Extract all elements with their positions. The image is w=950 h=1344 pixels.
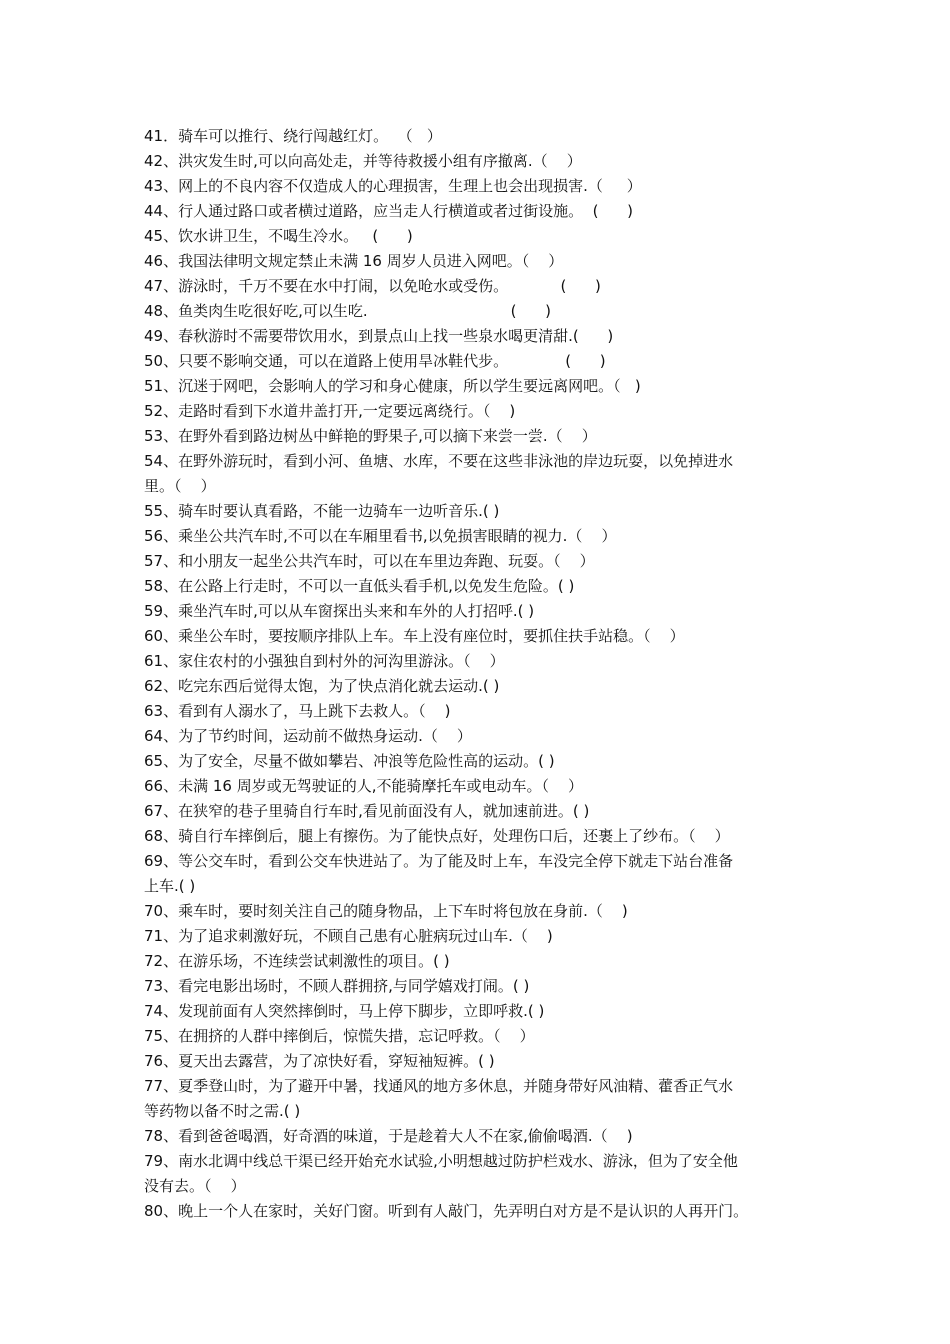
question-line: 43、网上的不良内容不仅造成人的心理损害，生理上也会出现损害.（ ）	[144, 177, 642, 195]
question-line: 51、沉迷于网吧，会影响人的学习和身心健康，所以学生要远离网吧。（ )	[144, 377, 641, 395]
question-line: 61、家住农村的小强独自到村外的河沟里游泳。（ ）	[144, 652, 505, 670]
question-line: 63、看到有人溺水了，马上跳下去救人。（ )	[144, 702, 451, 720]
question-list	[144, 124, 824, 1224]
question-line-continuation: 里。（ ）	[144, 477, 216, 495]
question-line: 60、乘坐公车时，要按顺序排队上车。车上没有座位时，要抓住扶手站稳。（ ）	[144, 627, 685, 645]
question-line-continuation: 上车.( )	[144, 877, 196, 895]
question-line: 69、等公交车时，看到公交车快进站了。为了能及时上车，车没完全停下就走下站台准备	[144, 852, 734, 870]
question-line: 74、发现前面有人突然摔倒时，马上停下脚步，立即呼救.( )	[144, 1002, 545, 1020]
question-line-continuation: 等药物以备不时之需.( )	[144, 1102, 301, 1120]
question-line-continuation: 没有去。（ ）	[144, 1177, 246, 1195]
question-line: 45、饮水讲卫生，不喝生冷水。 ( )	[144, 227, 413, 245]
question-line: 72、在游乐场，不连续尝试刺激性的项目。( )	[144, 952, 450, 970]
question-line: 48、鱼类肉生吃很好吃,可以生吃. ( )	[144, 302, 551, 320]
question-line: 66、未满 16 周岁或无驾驶证的人,不能骑摩托车或电动车。（ ）	[144, 777, 584, 795]
question-line: 77、夏季登山时，为了避开中暑，找通风的地方多休息，并随身带好风油精、藿香正气水	[144, 1077, 734, 1095]
question-line: 53、在野外看到路边树丛中鲜艳的野果子,可以摘下来尝一尝.（ ）	[144, 427, 597, 445]
question-line: 75、在拥挤的人群中摔倒后，惊慌失措，忘记呼救。（ ）	[144, 1027, 535, 1045]
question-line: 58、在公路上行走时，不可以一直低头看手机,以免发生危险。( )	[144, 577, 575, 595]
question-line: 50、只要不影响交通，可以在道路上使用旱冰鞋代步。 ( )	[144, 352, 606, 370]
question-line: 62、吃完东西后觉得太饱，为了快点消化就去运动.( )	[144, 677, 500, 695]
question-line: 46、我国法律明文规定禁止未满 16 周岁人员进入网吧。（ ）	[144, 252, 564, 270]
question-line: 68、骑自行车摔倒后，腿上有擦伤。为了能快点好，处理伤口后，还裹上了纱布。（ ）	[144, 827, 730, 845]
question-line: 79、南水北调中线总干渠已经开始充水试验,小明想越过防护栏戏水、游泳，但为了安全他	[144, 1152, 738, 1170]
question-line: 59、乘坐汽车时,可以从车窗探出头来和车外的人打招呼.( )	[144, 602, 535, 620]
question-line: 67、在狭窄的巷子里骑自行车时,看见前面没有人，就加速前进。( )	[144, 802, 590, 820]
question-line: 54、在野外游玩时，看到小河、鱼塘、水库，不要在这些非泳池的岸边玩耍，以免掉进水	[144, 452, 734, 470]
question-line: 80、晚上一个人在家时，关好门窗。听到有人敲门，先弄明白对方是不是认识的人再开门。	[144, 1202, 749, 1220]
question-line: 42、洪灾发生时,可以向高处走，并等待救援小组有序撤离.（ ）	[144, 152, 582, 170]
question-line: 47、游泳时，千万不要在水中打闹，以免呛水或受伤。 ( )	[144, 277, 601, 295]
question-line: 56、乘坐公共汽车时,不可以在车厢里看书,以免损害眼睛的视力.（ ）	[144, 527, 617, 545]
question-line: 55、骑车时要认真看路，不能一边骑车一边听音乐.( )	[144, 502, 500, 520]
question-line: 65、为了安全，尽量不做如攀岩、冲浪等危险性高的运动。( )	[144, 752, 555, 770]
question-line: 52、走路时看到下水道井盖打开,一定要远离绕行。（ )	[144, 402, 516, 420]
question-line: 71、为了追求刺激好玩，不顾自己患有心脏病玩过山车.（ )	[144, 927, 553, 945]
question-line: 64、为了节约时间，运动前不做热身运动.（ ）	[144, 727, 472, 745]
question-line: 70、乘车时，要时刻关注自己的随身物品，上下车时将包放在身前.（ )	[144, 902, 628, 920]
question-line: 76、夏天出去露营，为了凉快好看，穿短袖短裤。( )	[144, 1052, 495, 1070]
question-line: 44、行人通过路口或者横过道路，应当走人行横道或者过街设施。 ( )	[144, 202, 633, 220]
question-line: 78、看到爸爸喝酒，好奇酒的味道，于是趁着大人不在家,偷偷喝酒.（ )	[144, 1127, 633, 1145]
question-line: 49、春秋游时不需要带饮用水，到景点山上找一些泉水喝更清甜.( )	[144, 327, 614, 345]
question-line: 73、看完电影出场时，不顾人群拥挤,与同学嬉戏打闹。( )	[144, 977, 530, 995]
question-line: 57、和小朋友一起坐公共汽车时，可以在车里边奔跑、玩耍。（ ）	[144, 552, 595, 570]
question-line: 41．骑车可以推行、绕行闯越红灯。 （ ）	[144, 127, 442, 145]
